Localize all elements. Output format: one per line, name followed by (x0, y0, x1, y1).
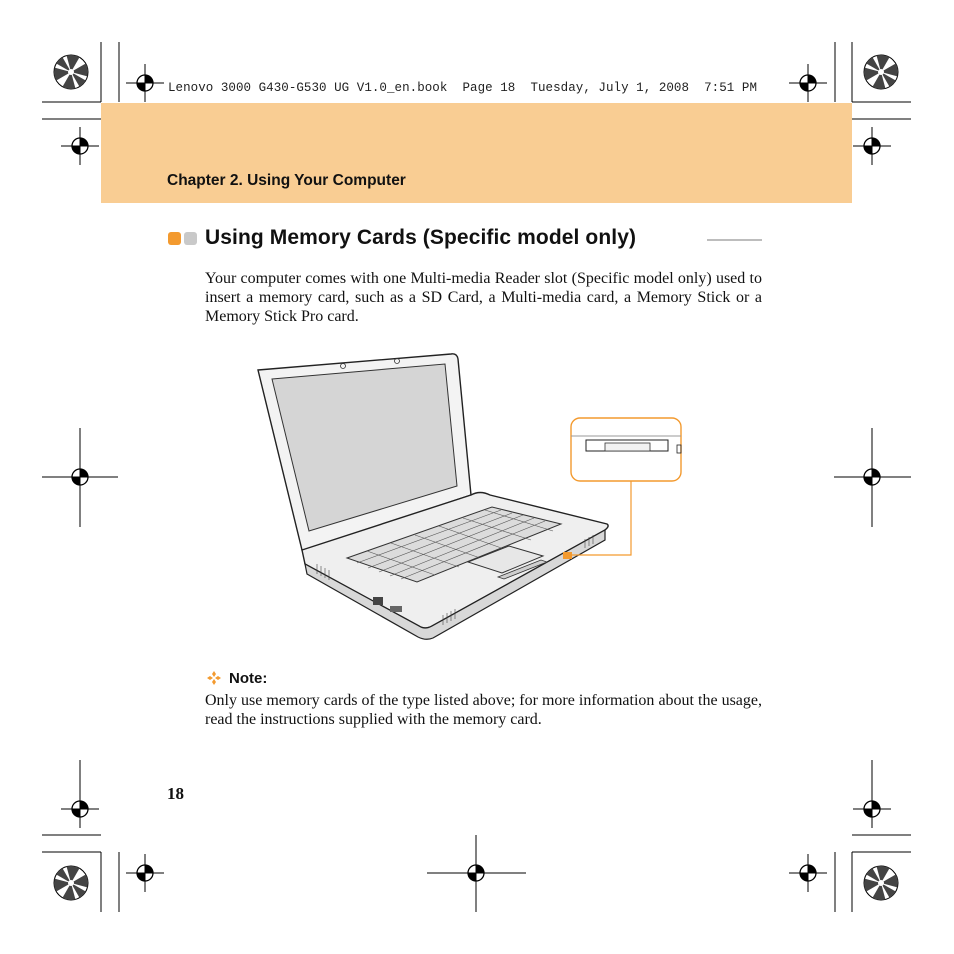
registration-mark-icon (61, 127, 99, 165)
registration-mark-icon (853, 127, 891, 165)
color-wheel-icon (54, 55, 88, 89)
note-label: Note: (229, 670, 268, 687)
registration-mark-icon (853, 790, 891, 828)
registration-mark-icon (789, 64, 827, 102)
registration-mark-icon (61, 790, 99, 828)
registration-mark-icon (789, 854, 827, 892)
intro-paragraph: Your computer comes with one Multi-media Reader slot (Specific model only) used to insert a memory card, such as a SD Card, a Multi-media card, a Memory Stick or a Memory Stick Pro card. (205, 270, 762, 325)
note-text: Only use memory cards of the type listed above; for more information about the usage, read the instructions supplied with the memory card. (205, 692, 762, 728)
chapter-title: Chapter 2. Using Your Computer (167, 172, 406, 189)
heading-rule (707, 239, 762, 241)
diamond-note-icon (206, 670, 222, 686)
laptop-illustration (255, 350, 685, 640)
section-title: Using Memory Cards (Specific model only) (205, 226, 637, 249)
orange-square-icon (168, 232, 181, 245)
registration-mark-icon (126, 64, 164, 102)
print-slug: Lenovo 3000 G430-G530 UG V1.0_en.book Page 18 Tuesday, July 1, 2008 7:51 PM (168, 81, 757, 95)
registration-mark-icon (126, 854, 164, 892)
page-number: 18 (167, 784, 184, 803)
color-wheel-icon (864, 866, 898, 900)
color-wheel-icon (54, 866, 88, 900)
color-wheel-icon (864, 55, 898, 89)
gray-square-icon (184, 232, 197, 245)
